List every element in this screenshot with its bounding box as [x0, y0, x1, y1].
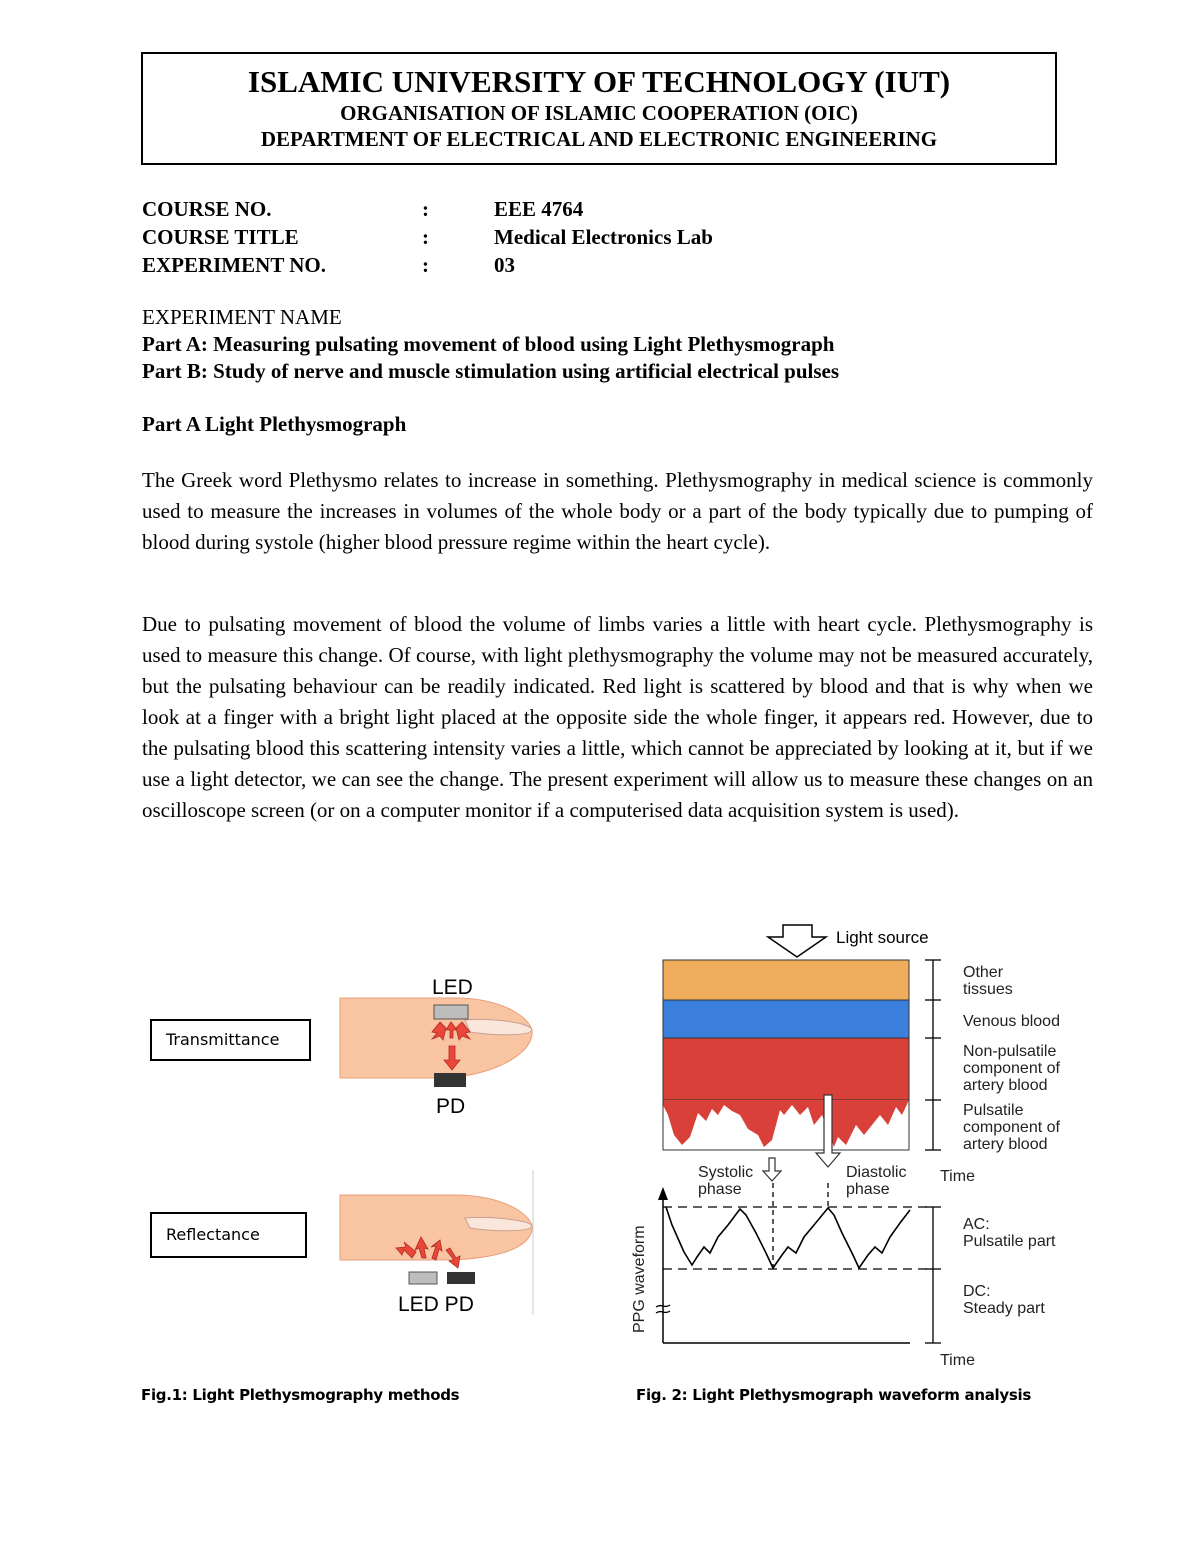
venous-blood-layer: [663, 1000, 909, 1038]
pulsatile-line-1: Pulsatile: [963, 1102, 1024, 1119]
info-label: EXPERIMENT NO.: [142, 253, 326, 277]
ppg-y-axis-arrowhead: [658, 1187, 668, 1200]
other-tissues-label: [963, 964, 1013, 998]
other-tissues-line-1: Other: [963, 964, 1004, 981]
systolic-line-1: Systolic: [698, 1164, 754, 1181]
info-label: COURSE NO.: [142, 197, 272, 221]
transmittance-label-box: Transmittance: [150, 1019, 311, 1061]
other-tissues-layer: [663, 960, 909, 1000]
nonpulsatile-layer: [663, 1038, 909, 1100]
experiment-name-block: [142, 304, 839, 385]
info-label: COURSE TITLE: [142, 225, 299, 249]
header-box: [141, 52, 1057, 165]
dc-line-2: Steady part: [963, 1300, 1045, 1317]
section-title: Part A Light Plethysmograph: [142, 412, 407, 436]
part-b-title: Part B: Study of nerve and muscle stimulation using artificial electrical pulses: [142, 359, 840, 383]
experiment-heading: EXPERIMENT NAME: [142, 305, 342, 329]
info-value: EEE 4764: [494, 197, 584, 221]
systolic-arrow: [763, 1158, 781, 1181]
time-label-top: Time: [940, 1168, 975, 1185]
light-source-label: Light source: [836, 928, 929, 947]
time-label-bottom: Time: [940, 1352, 975, 1369]
venous-blood-label: Venous blood: [963, 1013, 1060, 1030]
ac-dc-dimension-markers: [925, 1207, 941, 1343]
pulsatile-layer: [663, 1100, 909, 1147]
pulsatile-line-2: component of: [963, 1119, 1060, 1136]
paragraph-1: The Greek word Plethysmo relates to increase in something. Plethysmography in medical science is commonly used to measure the increases in volumes of the whole body or a part of the body typically due to pumping of blood during systole (higher blood pressure regime within the heart cycle).: [142, 468, 1093, 554]
ppg-waveform: [666, 1207, 910, 1268]
other-tissues-line-2: tissues: [963, 981, 1013, 998]
led-chip-top: [434, 1005, 468, 1019]
ac-line-1: AC:: [963, 1216, 990, 1233]
paragraph-2: Due to pulsating movement of blood the volume of limbs varies a little with heart cycle. Plethysmography is used to measure this change. Of course, with light plethysmography the volume may not be measured accurately, but the pulsating behaviour can be readily indicated. Red light is scattered by blood and that is why when we look at a finger with a bright light placed at the opposite side the whole finger, it appears red. However, due to the pulsating blood this scattering intensity varies a little, which cannot be appreciated by looking at it, but if we use a light detector, we can see the change. The present experiment will allow us to measure these changes on an oscilloscope screen (or on a computer monitor if a computerised data acquisition system is used).: [142, 612, 1093, 822]
info-colon: :: [422, 197, 429, 221]
led-label-top: LED: [432, 976, 473, 999]
systolic-line-2: phase: [698, 1181, 742, 1198]
figure-2-caption: Fig. 2: Light Plethysmograph waveform analysis: [636, 1386, 1031, 1404]
ppg-axis-label: PPG waveform: [631, 1225, 648, 1333]
pulsatile-line-3: artery blood: [963, 1136, 1048, 1153]
nonpulsatile-line-3: artery blood: [963, 1077, 1048, 1094]
light-source-arrow: [768, 925, 826, 957]
diastolic-label: [846, 1164, 911, 1198]
diastolic-line-2: phase: [846, 1181, 890, 1198]
pulsatile-label: [963, 1102, 1064, 1153]
nonpulsatile-line-2: component of: [963, 1060, 1060, 1077]
organisation-name: ORGANISATION OF ISLAMIC COOPERATION (OIC): [340, 101, 858, 125]
department-name: DEPARTMENT OF ELECTRICAL AND ELECTRONIC ENGINEERING: [260, 127, 938, 151]
course-info: [142, 195, 842, 279]
pd-chip-top: [434, 1073, 466, 1087]
nonpulsatile-line-1: Non-pulsatile: [963, 1043, 1057, 1060]
layer-dimension-markers: [925, 960, 941, 1150]
part-a-title: Part A: Measuring pulsating movement of blood using Light Plethysmograph: [142, 332, 835, 356]
diastolic-line-1: Diastolic: [846, 1164, 907, 1181]
ac-label: [963, 1216, 1056, 1250]
figure-1-caption: Fig.1: Light Plethysmography methods: [141, 1386, 460, 1404]
info-value: 03: [494, 253, 515, 277]
info-colon: :: [422, 253, 429, 277]
experiment-no-row: [142, 251, 842, 279]
ac-line-2: Pulsatile part: [963, 1233, 1056, 1250]
course-no-row: [142, 195, 842, 223]
led-pd-label-bottom: LED PD: [398, 1293, 474, 1316]
dc-label: [963, 1283, 1045, 1317]
nonpulsatile-label: [963, 1043, 1064, 1094]
reflectance-label-box: Reflectance: [150, 1212, 307, 1258]
systolic-label: [698, 1164, 758, 1198]
info-colon: :: [422, 225, 429, 249]
info-value: Medical Electronics Lab: [494, 225, 713, 249]
university-name: ISLAMIC UNIVERSITY OF TECHNOLOGY (IUT): [247, 64, 951, 99]
pd-chip-bottom: [447, 1272, 475, 1284]
figure-2-diagram: [600, 915, 1100, 1375]
dc-line-1: DC:: [963, 1283, 991, 1300]
course-title-row: [142, 223, 842, 251]
led-chip-bottom: [409, 1272, 437, 1284]
pd-label-top: PD: [436, 1095, 466, 1118]
